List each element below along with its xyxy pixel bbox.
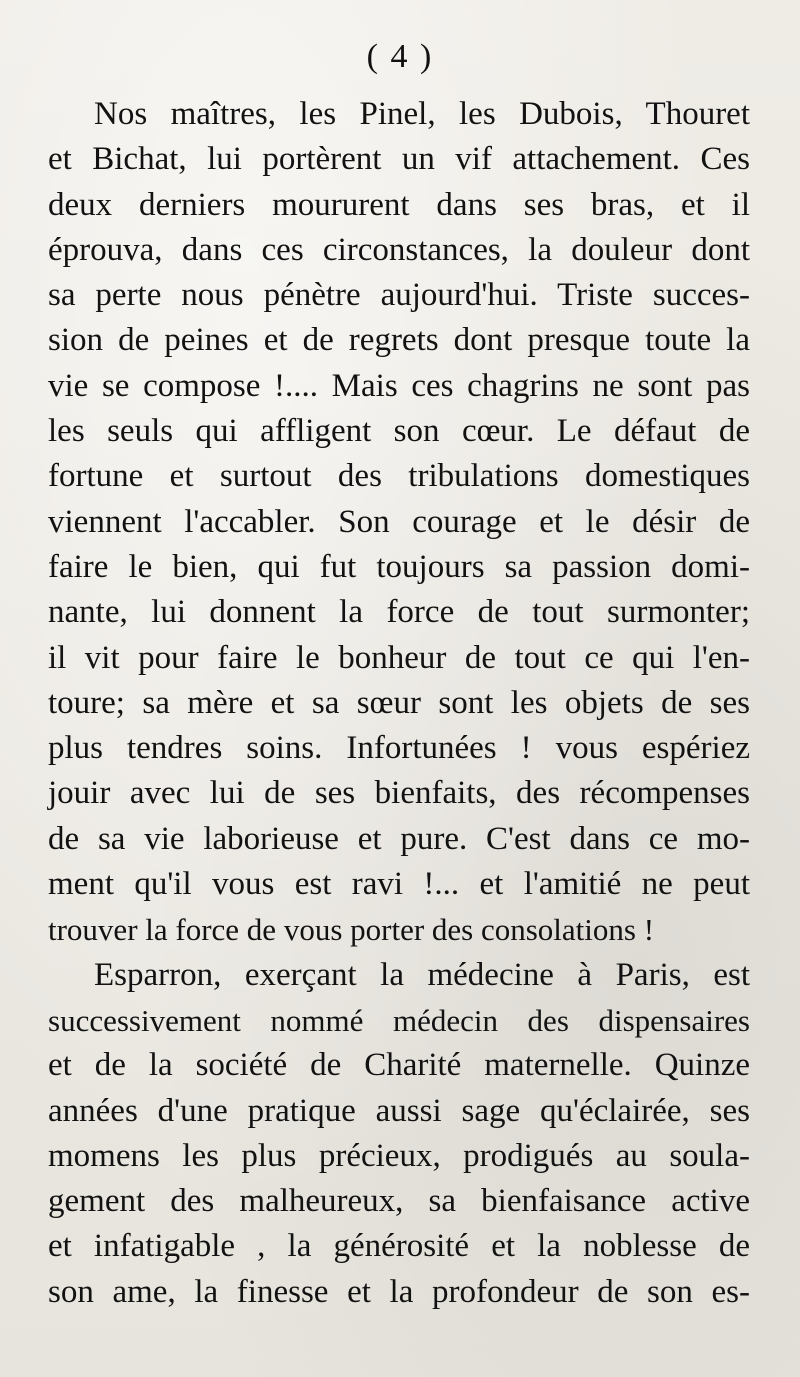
text-line: nante, lui donnent la force de tout surmonter; [48, 594, 750, 631]
text-line: fortune et surtout des tribulations domestiques [48, 458, 750, 495]
text-line: les seuls qui affligent son cœur. Le défaut de [48, 413, 750, 450]
text-line: sa perte nous pénètre aujourd'hui. Triste succes- [48, 277, 750, 314]
text-line: toure; sa mère et sa sœur sont les objets de ses [48, 684, 750, 721]
text-line: viennent l'accabler. Son courage et le désir de [48, 503, 750, 540]
text-line: jouir avec lui de ses bienfaits, des récompenses [48, 775, 750, 812]
text-line: et Bichat, lui portèrent un vif attachement. Ces [48, 141, 750, 178]
text-line: Nos maîtres, les Pinel, les Dubois, Thouret [94, 96, 750, 132]
text-line: il vit pour faire le bonheur de tout ce qui l'en- [48, 639, 750, 676]
text-line: Esparron, exerçant la médecine à Paris, est [94, 956, 750, 993]
text-line: successivement nommé médecin des dispensaires [48, 1002, 750, 1038]
text-line: vie se compose !.... Mais ces chagrins ne sont pas [48, 367, 750, 404]
text-line: deux derniers moururent dans ses bras, et il [48, 186, 750, 223]
text-line: trouver la force de vous porter des consolations ! [48, 912, 655, 948]
body-text [48, 92, 750, 1315]
text-line: et infatigable , la générosité et la noblesse de [48, 1228, 750, 1265]
text-line: de sa vie laborieuse et pure. C'est dans ce mo- [48, 820, 750, 857]
text-line: plus tendres soins. Infortunées ! vous espériez [48, 730, 750, 767]
text-line: gement des malheureux, sa bienfaisance active [48, 1183, 750, 1220]
text-line: faire le bien, qui fut toujours sa passion domi- [48, 548, 750, 585]
text-line: éprouva, dans ces circonstances, la douleur dont [48, 231, 750, 268]
text-line: momens les plus précieux, prodigués au soula- [48, 1137, 750, 1174]
text-line: et de la société de Charité maternelle. Quinze [48, 1047, 750, 1084]
text-line: son ame, la finesse et la profondeur de son es- [48, 1273, 750, 1310]
page-number: ( 4 ) [366, 38, 434, 75]
text-line: ment qu'il vous est ravi !... et l'amitié ne peut [48, 866, 750, 903]
text-line: sion de peines et de regrets dont presque toute la [48, 322, 750, 359]
text-line: années d'une pratique aussi sage qu'éclairée, ses [48, 1092, 750, 1129]
